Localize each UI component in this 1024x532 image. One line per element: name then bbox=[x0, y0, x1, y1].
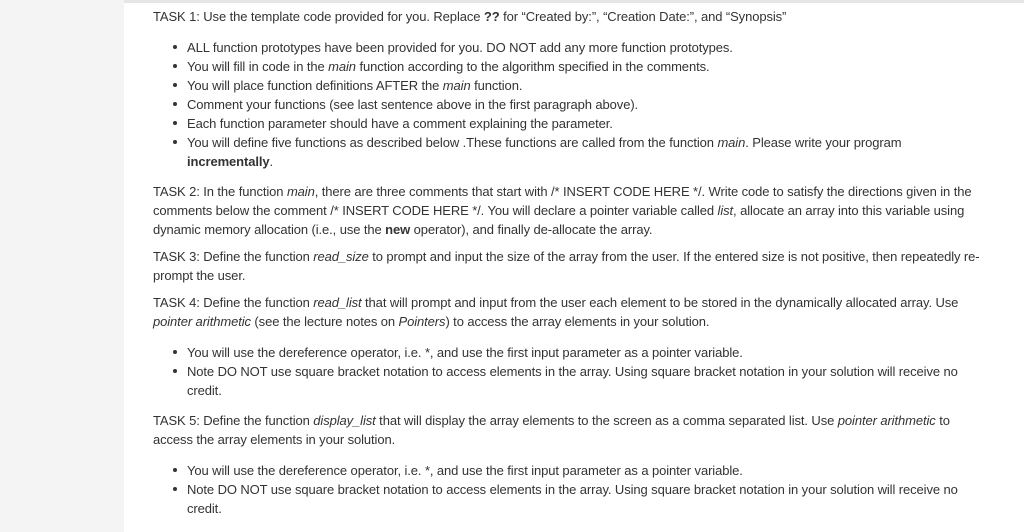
task-4-label: TASK 4 bbox=[153, 295, 197, 310]
task-1-paragraph: TASK 1: Use the template code provided for you. Replace ?? for “Created by:”, “Creation Date:”, and “Synopsis” bbox=[153, 9, 787, 24]
list-item: You will use the dereference operator, i.e. *, and use the first input parameter as a pointer variable. bbox=[153, 343, 988, 362]
task-4-bullet-list bbox=[153, 343, 988, 400]
task-5-paragraph: TASK 5: Define the function display_list that will display the array elements to the screen as a comma separated list. Use pointer arithmetic to access the array elements in your solution. bbox=[153, 413, 950, 447]
list-item: Note DO NOT use square bracket notation to access elements in the array. Using square bracket notation in your solution will receive no credit. bbox=[153, 480, 988, 518]
task-2-paragraph: TASK 2: In the function main, there are three comments that start with /* INSERT CODE HERE */. Write code to satisfy the directions given in the comments below the comment /* INSERT CODE HERE */. You will declare a pointer variable called list, allocate an array into this variable using dynamic memory allocation (i.e., use the new operator), and finally de-allocate the array. bbox=[153, 184, 972, 237]
task-4-paragraph: TASK 4: Define the function read_list that will prompt and input from the user each element to be stored in the dynamically allocated array. Use pointer arithmetic (see the lecture notes on Pointers) to access the array elements in your solution. bbox=[153, 295, 959, 329]
list-item: You will use the dereference operator, i.e. *, and use the first input parameter as a pointer variable. bbox=[153, 461, 988, 480]
list-item: Comment your functions (see last sentence above in the first paragraph above). bbox=[153, 95, 988, 114]
assignment-content bbox=[153, 7, 988, 529]
placeholder-marks: ?? bbox=[483, 9, 500, 24]
task-3-label: TASK 3 bbox=[153, 249, 197, 264]
list-item: You will define five functions as described below .These functions are called from the function main. Please write your program incrementally. bbox=[153, 133, 988, 171]
task-1-bullet-list bbox=[153, 38, 988, 171]
list-item: Each function parameter should have a comment explaining the parameter. bbox=[153, 114, 988, 133]
top-divider bbox=[124, 0, 1024, 3]
list-item: ALL function prototypes have been provided for you. DO NOT add any more function prototypes. bbox=[153, 38, 988, 57]
task-5-bullet-list bbox=[153, 461, 988, 518]
task-1-label: TASK 1 bbox=[153, 9, 197, 24]
list-item: You will fill in code in the main function according to the algorithm specified in the comments. bbox=[153, 57, 988, 76]
task-3-paragraph: TASK 3: Define the function read_size to prompt and input the size of the array from the user. If the entered size is not positive, then repeatedly re-prompt the user. bbox=[153, 249, 980, 283]
task-2-label: TASK 2 bbox=[153, 184, 197, 199]
document-page bbox=[124, 0, 1024, 532]
list-item: Note DO NOT use square bracket notation to access elements in the array. Using square bracket notation in your solution will receive no credit. bbox=[153, 362, 988, 400]
list-item: You will place function definitions AFTER the main function. bbox=[153, 76, 988, 95]
task-5-label: TASK 5 bbox=[153, 413, 197, 428]
